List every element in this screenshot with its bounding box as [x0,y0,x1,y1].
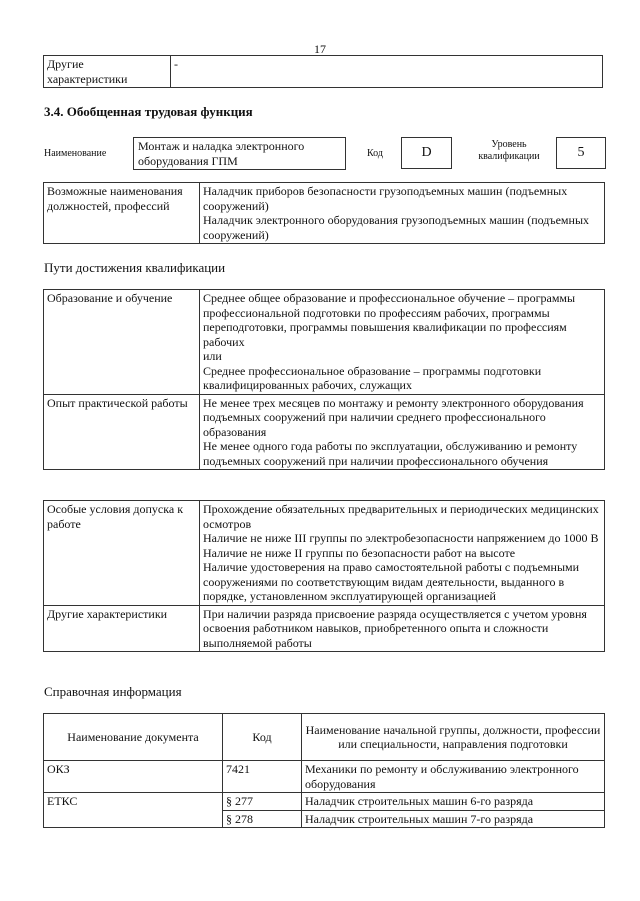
level-value: 5 [556,137,606,169]
conditions-line: Наличие не ниже II группы по безопасности работ на высоте [203,545,516,560]
reference-header-code: Код [223,714,302,761]
reference-code: § 277 [223,793,302,811]
level-label-line: Уровень [491,139,527,150]
reference-name: Наладчик строительных машин 6-го разряда [302,793,605,811]
reference-header-name: Наименование начальной группы, должности, профессии или специальности, направления подготовки [302,714,605,761]
table-header-row [44,714,605,761]
reference-doc: ЕТКС [44,793,223,828]
table-row [44,761,605,793]
ways-line: Не менее одного года работы по эксплуатации, обслуживанию и ремонту подъемных сооружений при наличии профессионального обучения [203,439,578,468]
characteristics-label: Другие характеристики [44,56,171,88]
reference-name: Наладчик строительных машин 7-го разряда [302,810,605,828]
reference-title: Справочная информация [44,684,182,699]
reference-header-doc: Наименование документа [44,714,223,761]
ways-value [200,290,605,395]
table-row [44,605,605,652]
table-row [44,183,605,244]
table-row [44,394,605,470]
reference-code: 7421 [223,761,302,793]
code-label: Код [367,148,383,159]
page-number: 17 [314,42,326,56]
ways-line: или [203,349,222,363]
positions-label: Возможные наименования должностей, профессий [44,183,200,244]
ways-table [43,289,605,470]
reference-doc: ОКЗ [44,761,223,793]
ways-line: Среднее профессиональное образование – программы подготовки квалифицированных рабочих, служащих [203,363,542,392]
ways-value [200,394,605,470]
table-row [44,793,605,811]
positions-values [200,183,605,244]
conditions-table [43,500,605,652]
positions-table [43,182,605,244]
top-characteristics-table [43,55,603,88]
conditions-line: Наличие удостоверения на право самостоятельной работы с подъемными сооружениями по соответствующим видам деятельности, выданного в порядке, установленном эксплуатирующей организацией [203,560,580,603]
ways-title: Пути достижения квалификации [44,260,226,275]
level-label [466,139,552,163]
position-item: Наладчик электронного оборудования грузоподъемных машин (подъемных сооружений) [203,213,590,242]
conditions-line: Наличие не ниже III группы по электробезопасности напряжением до 1000 В [203,531,599,545]
name-label: Наименование [44,148,107,159]
conditions-label: Другие характеристики [44,605,200,652]
conditions-line: Прохождение обязательных предварительных и периодических медицинских осмотров [203,502,599,531]
ways-label: Образование и обучение [44,290,200,395]
reference-code: § 278 [223,810,302,828]
table-row [44,56,603,88]
section-title: 3.4. Обобщенная трудовая функция [44,104,253,119]
table-row [44,501,605,606]
conditions-label: Особые условия допуска к работе [44,501,200,606]
conditions-value [200,501,605,606]
name-value: Монтаж и наладка электронного оборудования ГПМ [133,137,346,170]
level-label-line: квалификации [478,151,540,162]
conditions-line: При наличии разряда присвоение разряда осуществляется с учетом уровня освоения работником навыков, приобретенного опыта и сложности выполняемой работы [203,606,587,650]
reference-name: Механики по ремонту и обслуживанию электронного оборудования [302,761,605,793]
reference-table [43,713,605,828]
ways-label: Опыт практической работы [44,394,200,470]
characteristics-value: - [171,56,603,88]
table-row [44,290,605,395]
position-item: Наладчик приборов безопасности грузоподъемных машин (подъемных сооружений) [203,184,568,213]
ways-line: Не менее трех месяцев по монтажу и ремонту электронного оборудования подъемных сооружений при наличии среднего профессионального образования [203,395,584,439]
ways-line: Среднее общее образование и профессиональное обучение – программы профессиональной подготовки по профессиям рабочих, программы переподготовки, программы повышения квалификации по профессиям рабочих [203,291,576,349]
code-value: D [401,137,452,169]
conditions-value [200,605,605,652]
